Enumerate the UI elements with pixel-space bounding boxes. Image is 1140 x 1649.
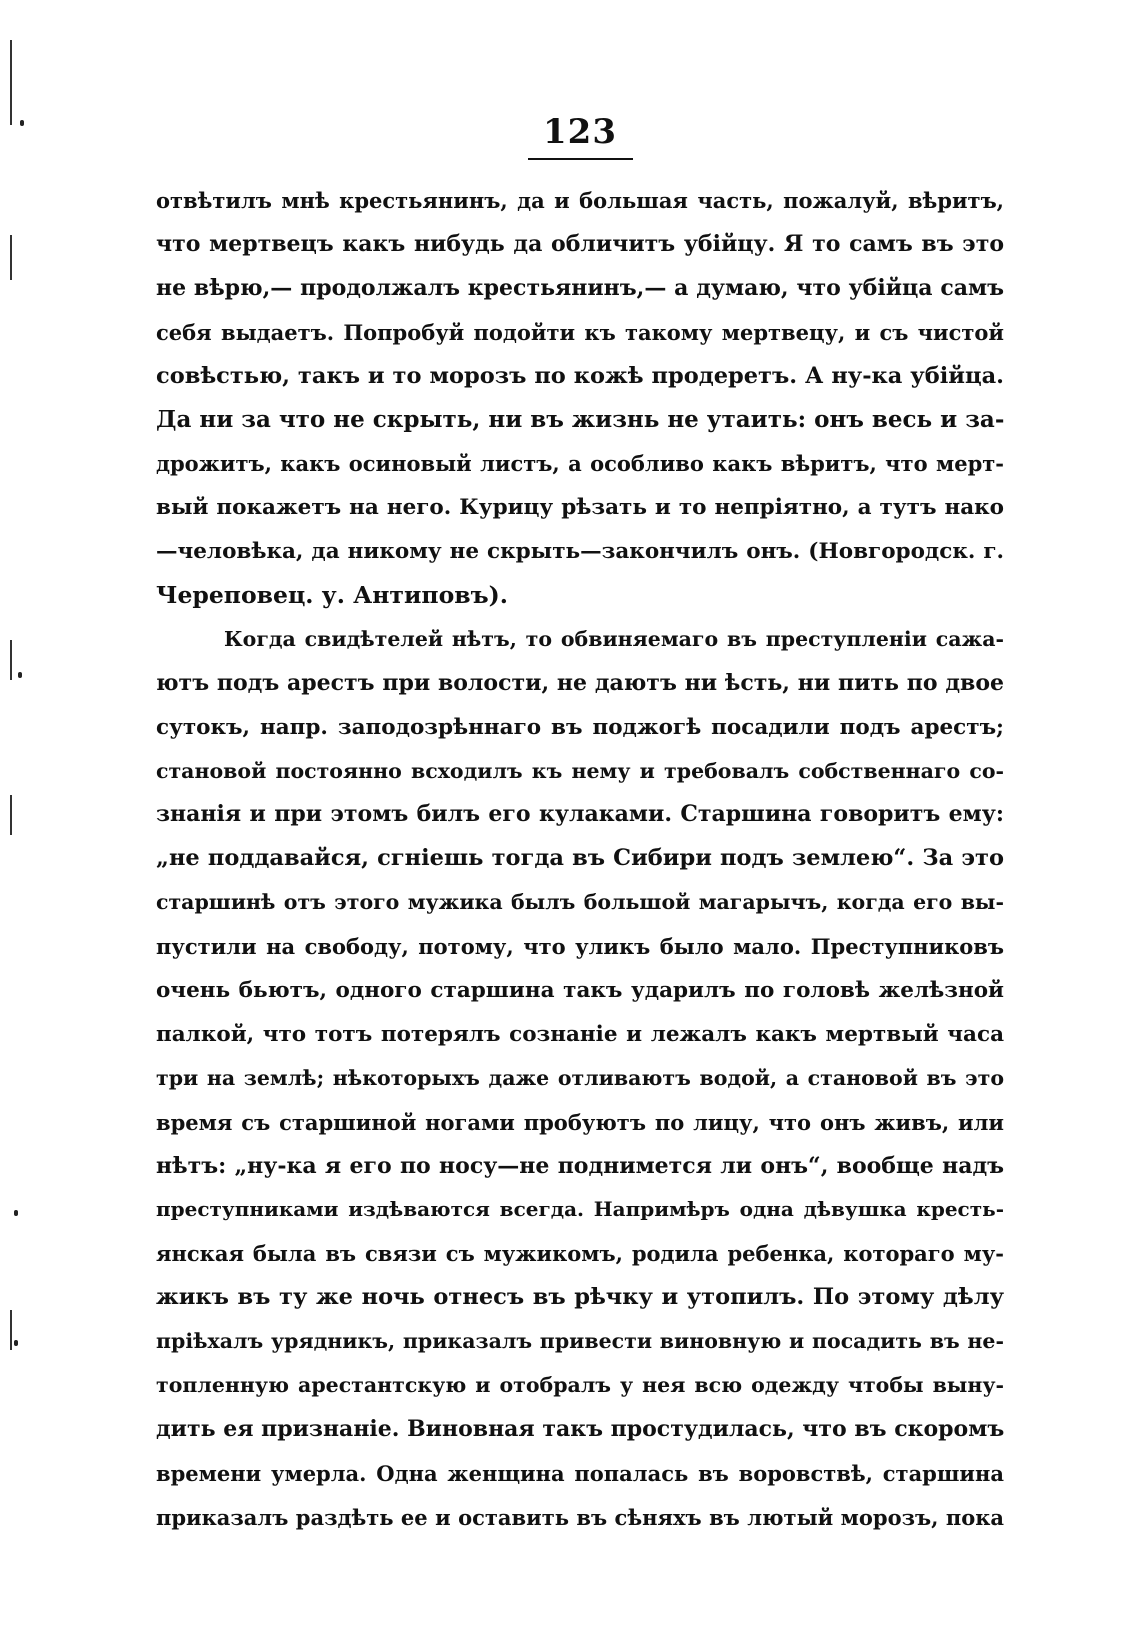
text-line: палкой, что тотъ потерялъ сознаніе и лежалъ какъ мертвый часа	[156, 1021, 1004, 1047]
paragraph	[156, 618, 1004, 1540]
text-line: совѣстью, такъ и то морозъ по кожѣ продеретъ. А ну-ка убійца.	[156, 362, 1004, 389]
text-line: Да ни за что не скрыть, ни въ жизнь не утаить: онъ весь и за-	[156, 406, 1004, 434]
text-line: Когда свидѣтелей нѣтъ, то обвиняемаго въ преступленіи сажа-	[224, 626, 1004, 651]
page-left-edge	[0, 0, 30, 1649]
text-line: что мертвецъ какъ нибудь да обличитъ убійцу. Я то самъ въ это	[156, 230, 1004, 257]
binding-mark	[10, 640, 12, 680]
text-line: „не поддавайся, сгніешь тогда въ Сибири подъ землею“. За это	[156, 845, 1004, 872]
text-line: знанія и при этомъ билъ его кулаками. Старшина говоритъ ему:	[156, 801, 1004, 828]
text-line: времени умерла. Одна женщина попалась въ воровствѣ, старшина	[156, 1460, 1004, 1486]
text-line: пріѣхалъ урядникъ, приказалъ привести виновную и посадить въ не-	[156, 1329, 1004, 1354]
ink-speck	[18, 672, 22, 678]
paragraph	[156, 179, 1004, 618]
text-line: дить ея признаніе. Виновная такъ простудилась, что въ скоромъ	[156, 1415, 1004, 1442]
page-number-rule	[528, 158, 633, 160]
text-line: топленную арестантскую и отобралъ у нея всю одежду чтобы выну-	[156, 1373, 1004, 1398]
text-line: отвѣтилъ мнѣ крестьянинъ, да и большая часть, пожалуй, вѣритъ,	[156, 188, 1004, 213]
text-line: вый покажетъ на него. Курицу рѣзать и то непріятно, а тутъ нако	[156, 495, 1004, 521]
text-line: становой постоянно всходилъ къ нему и требовалъ собственнаго со-	[156, 758, 1004, 783]
text-line: три на землѣ; нѣкоторыхъ даже отливаютъ водой, а становой въ это	[156, 1065, 1004, 1090]
text-line: нѣтъ: „ну-ка я его по носу—не поднимется ли онъ“, вообще надъ	[156, 1152, 1004, 1179]
text-line: янская была въ связи съ мужикомъ, родила ребенка, котораго му-	[156, 1241, 1004, 1267]
text-line: сутокъ, напр. заподозрѣннаго въ поджогѣ посадили подъ арестъ;	[156, 714, 1004, 740]
text-line: пустили на свободу, потому, что уликъ было мало. Преступниковъ	[156, 934, 1004, 960]
text-line: себя выдаетъ. Попробуй подойти къ такому мертвецу, и съ чистой	[156, 319, 1004, 345]
text-line: время съ старшиной ногами пробуютъ по лицу, что онъ живъ, или	[156, 1109, 1004, 1135]
text-line: старшинѣ отъ этого мужика былъ большой магарычъ, когда его вы-	[156, 890, 1004, 915]
page-number: 123	[543, 112, 617, 152]
text-line: преступниками издѣваются всегда. Напримѣръ одна дѣвушка кресть-	[156, 1197, 1004, 1222]
ink-speck	[14, 1210, 18, 1216]
binding-mark	[10, 795, 12, 835]
binding-mark	[10, 1310, 12, 1350]
text-line: дрожитъ, какъ осиновый листъ, а особливо какъ вѣритъ, что мерт-	[156, 451, 1004, 477]
text-line: Череповец. у. Антиповъ).	[156, 581, 508, 610]
binding-mark	[10, 235, 12, 280]
body-text	[156, 179, 1004, 1540]
text-line: очень бьютъ, одного старшина такъ ударилъ по головѣ желѣзной	[156, 978, 1004, 1004]
ink-speck	[14, 1340, 18, 1346]
text-line: жикъ въ ту же ночь отнесъ въ рѣчку и утопилъ. По этому дѣлу	[156, 1284, 1004, 1311]
text-line: ютъ подъ арестъ при волости, не даютъ ни ѣсть, ни пить по двое	[156, 669, 1004, 696]
text-line: приказалъ раздѣть ее и оставить въ сѣняхъ въ лютый морозъ, пока	[156, 1504, 1004, 1530]
text-line: —человѣка, да никому не скрыть—закончилъ онъ. (Новгородск. г.	[156, 539, 1004, 565]
text-line: не вѣрю,— продолжалъ крестьянинъ,— а думаю, что убійца самъ	[156, 274, 1004, 301]
